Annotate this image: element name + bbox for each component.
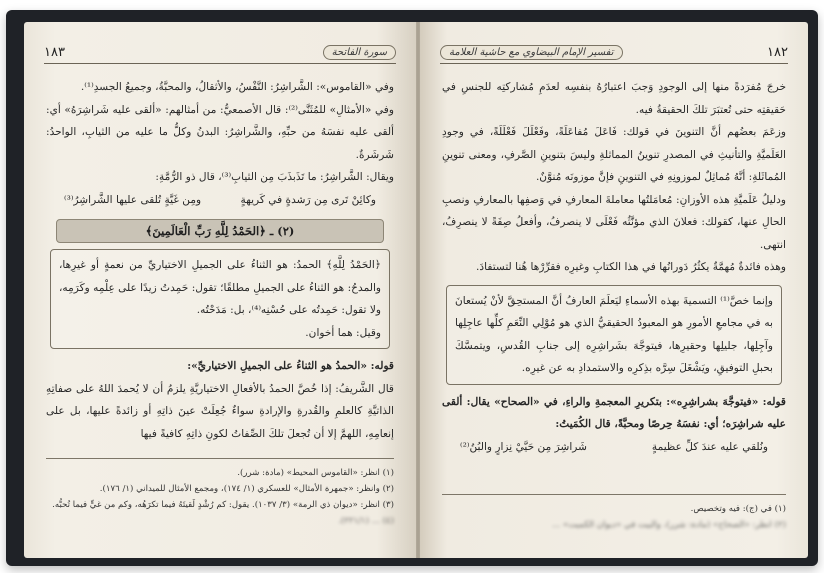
left-paragraph-2: وفي «الأمثالِ» للمُثَنَّى⁽²⁾: قال الأصمعيُّ: من أمثالهم: «ألقى عليه شَراشِرَهُ» أي: ألقى عليه نفسَهُ من حبِّهِ، والشَّراشِرُ: البدنُ وكلُّ ما عليه من الثيابِ، الواحدُ: شَرشَرةٌ. <box>46 103 394 161</box>
right-footnotes <box>442 494 786 533</box>
left-footnote-1: (١) انظر: «القاموس المحيط» (مادة: شرر). <box>237 468 394 478</box>
left-quote-box <box>50 249 390 349</box>
right-verse-hemistich-1: ونُلقي عليه عندَ كلِّ عظيمةٍ <box>651 440 768 453</box>
left-page-number: ١٨٣ <box>44 45 65 60</box>
left-paragraph-1: وفي «القاموس»: الشَّراشِرُ: النَّفْسُ، والأثقالُ، والمحبَّةُ، وجميعُ الجسدِ⁽¹⁾. <box>80 81 394 93</box>
right-page-header <box>440 40 788 64</box>
right-paragraph-3: ودليلُ عَلَميَّةِ هذه الأوزانِ: مُعامَلتُها معاملةَ المعارفِ في وَصفِها بالمعارفِ ونصبِ الحالِ عنها، كقولك: فعلانَ الذي مؤنَّثُه فَعْلَى لا ينصرفُ، وأفعلُ صِفَةً لا ينصرِفُ، انتهى. <box>442 193 786 251</box>
left-footnotes <box>46 458 394 529</box>
right-bold-line: قوله: «فيتوجَّهَ بشراشِرِه»: بتكريرِ المعجمةِ والراءِ، في «الصحاح» يقال: ألقى عليه شراشِرَه؛ أي: نفسَهُ حِرصًا ومحبَّةً، قال الكُمَيتُ: <box>442 395 786 430</box>
right-paragraph-2: وزعَمَ بعضُهم أنَّ التنوينَ في قولك: فَاعَلَ مُفاعَلَةً، وفَعْلَلَ فَعْلَلَةً، في وجودِ العَلَميَّةِ والتأنيثِ في المصدرِ تنوينُ المماثلةِ وليسَ بتنوينِ الصَّرفِ، ومعنى تنوينِ المُماثَلةِ: أنَّهُ مُماثِلٌ لموزونِهِ في التنوينِ فإنَّ موزونَه مُنوَّنٌ. <box>442 126 786 183</box>
right-paragraph-1: خرجَ مُفرَدةً منها إلى الوجودِ وَجبَ اعتبارُهُ بنفسِه لعدَمِ مُشاركتِه للجنسِ في حَقيقتِه حتى تُعتبَرَ تلكَ الحقيقةُ فيه. <box>442 81 786 116</box>
left-quote-text: ﴿الحَمْدُ لِلَّهِ﴾ الحمدُ: هو الثناءُ على الجميلِ الاختياريِّ من نعمةٍ أو غيرِها، والمدحُ: هو الثناءُ على الجميلِ مطلقًا؛ تقول: حَمِدتُ زيدًا على عِلْمِه وكَرَمِه، ولا تقول: حَمِدتُه على حُسْنِه⁽⁴⁾، بل: مَدَحْتُه. <box>59 259 381 316</box>
right-verse-hemistich-2: شَراشِرَ مِن حَيَّيْ نِزارٍ والبُنُ⁽²⁾ <box>460 440 588 453</box>
section-heading: (٢) ـ ﴿الحَمْدُ لِلَّهِ رَبِّ الْعَالَمِينَ﴾ <box>56 219 384 243</box>
left-page <box>24 22 416 558</box>
left-quote-tail: وقيل: هما أخوان. <box>305 326 381 339</box>
open-book <box>6 10 818 566</box>
right-quote-box <box>446 285 782 385</box>
right-footnote-2: (٢) انظر: «الصحاح» (مادة: شرر)، والبيت في «ديوان الكميت» ... <box>552 520 786 530</box>
left-body-text <box>46 76 394 445</box>
right-quote-text: وإنما خصَّ⁽¹⁾ التسميةَ بهذه الأسماءِ ليَعلَمَ العارفُ أنَّ المستحِقَّ لأنْ يُستعانَ به في مجامعِ الأمورِ هو المعبودُ الحقيقيُّ الذي هو مُوْلِي النِّعَمِ كلِّها عاجِلِها وآجِلِها، جليلِها وحقيرِها، فيتوجَّهَ بشَراشِرِه إلى جنابِ القُدسِ، ويتمسَّكَ بحبلِ التوفيقِ، ويَشْغَلَ سِرَّه بذِكرِه والاستمدادِ به عن غيرِه. <box>455 294 773 374</box>
left-bold-line: قوله: «الحمدُ هو الثناءُ على الجميلِ الاختياريِّ»: <box>187 360 394 372</box>
right-page-number: ١٨٢ <box>767 45 788 60</box>
left-footnote-3: (٣) انظر: «ديوان ذي الرمة» (٣/ ١٠٣٧). يقول: كم رُشْدٍ لَقيتَهُ فيما تكرَهُه، وكم من غيٍّ فيما تُحبُّه. <box>52 500 394 510</box>
right-running-head: تفسير الإمام البيضاوي مع حاشية العلامة <box>440 45 623 60</box>
left-footnote-2: (٢) وانظر: «جمهرة الأمثال» للعسكري (١/ ١٧٤)، ومجمع الأمثال للميداني (١/ ١٧٦). <box>99 484 394 494</box>
right-verse <box>442 436 786 459</box>
left-running-head: سورة الفاتحة <box>323 45 396 60</box>
right-paragraph-4: وهذه فائدةٌ مُهمَّةٌ يكثُرُ دَورانُها في هذا الكتابِ وغيرِه فقرِّرْها هُنا لتستفادَ. <box>476 261 786 273</box>
left-closing-paragraph: قال الشَّريفُ: إذا خُصَّ الحمدُ بالأفعالِ الاختياريَّةِ يلزمُ أن لا يُحمدَ اللهُ على صفاتِهِ الذاتيَّةِ كالعلمِ والقُدرةِ والإرادةِ سواءٌ جُعِلَتْ عينَ ذاتِهِ أو زائدةً عليها، بل على إنعامِهِ، اللهمَّ إلا أن تُجعلَ تلكَ الصِّفاتُ لكونِ ذاتِهِ كافيةً فيها <box>46 382 394 440</box>
right-footnote-1: (١) في (ج): فيه وتخصيص. <box>690 504 786 514</box>
left-page-header <box>44 40 396 64</box>
left-verse-hemistich-2: ومِن غَيَّةٍ تُلقى عليها الشَّراشِرُ⁽³⁾ <box>64 193 202 206</box>
left-footnote-4: (٤) ... (٢٢١/١). <box>338 516 394 526</box>
left-paragraph-3: ويقال: الشَّراشِرُ: ما تَذَبذَبَ مِن الثيابِ⁽³⁾، قال ذو الرُّمَّةِ: <box>155 171 394 183</box>
right-page <box>420 22 808 558</box>
right-body-text <box>442 76 786 458</box>
left-verse-hemistich-1: وكائِنْ تَرى مِن رَشدةٍ في كَريهةٍ <box>240 193 376 206</box>
left-verse <box>46 189 394 212</box>
